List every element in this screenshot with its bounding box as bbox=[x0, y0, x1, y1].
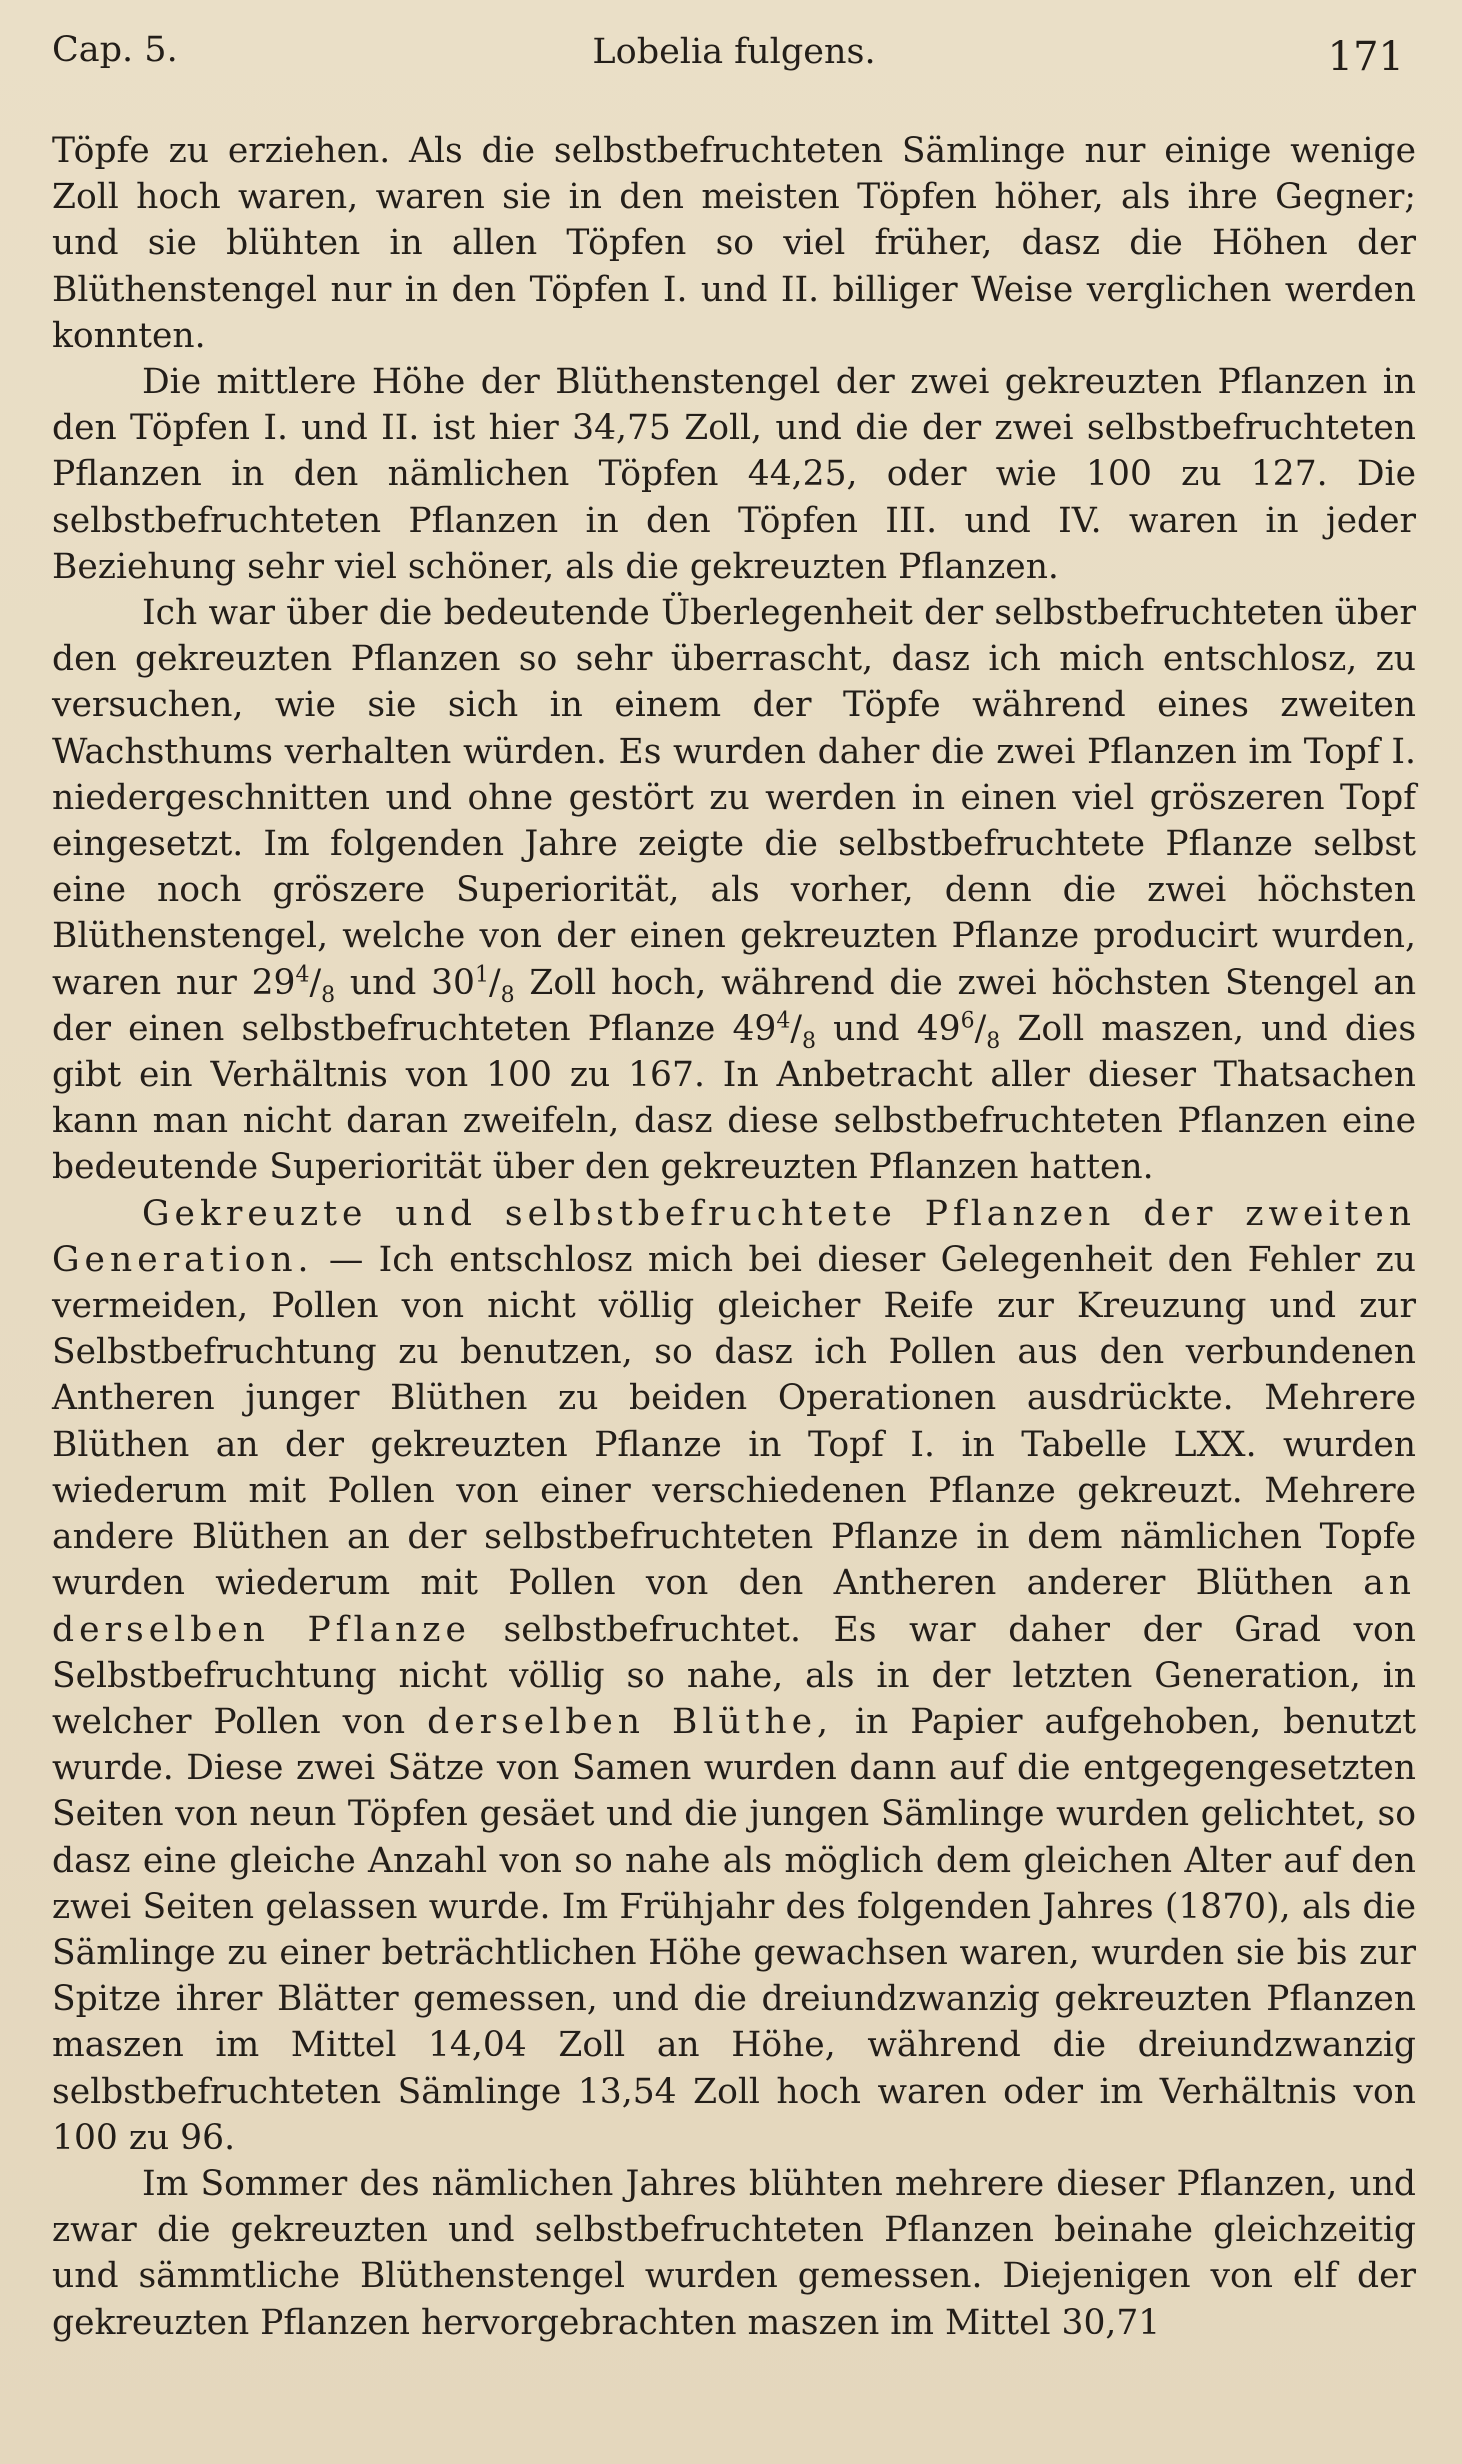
paragraph-second-growth: Ich war über die bedeutende Überlegenheit der selbstbefruchteten über den gekreuzten Pflanzen so sehr überrascht, dasz ich mich entschlosz, zu versuchen, wie sie sich in einem der Töpfe während eines zweiten Wachsthums verhalten würden. Es wurden daher die zwei Pflanzen im Topf I. niedergeschnitten und ohne gestört zu werden in einen viel gröszeren Topf eingesetzt. Im folgenden Jahre zeigte die selbstbefruchtete Pflanze selbst eine noch gröszere Superiorität, als vorher, denn die zwei höchsten Blüthenstengel, welche von der einen gekreuzten Pflanze producirt wurden, waren nur $29^4/_8$ und $30^1/_8$ Zoll hoch, während die zwei höchsten Stengel an der einen selbstbefruchteten Pflanze $49^4/_8$ und $49^6/_8$ Zoll maszen, und dies gibt ein Verhältnis von 100 zu 167. In Anbetracht aller dieser Thatsachen kann man nicht daran zweifeln, dasz diese selbstbefruchteten Pflanzen eine bedeutende Superiorität über den gekreuzten Pflanzen hatten. bbox=[52, 593, 1417, 1188]
paragraph-continuation: Töpfe zu erziehen. Als die selbstbefruchteten Sämlinge nur einige wenige Zoll hoch waren, waren sie in den meisten Töpfen höher, als ihre Gegner; und sie blühten in allen Töpfen so viel früher, dasz die Höhen der Blüthenstengel nur in den Töpfen I. und II. billiger Weise verglichen werden konnten. bbox=[52, 131, 1416, 356]
fraction-value: $30^1/_8$ bbox=[431, 962, 515, 1008]
emphasis-text: derselben Blüthe, bbox=[427, 1701, 834, 1742]
section-heading: Gekreuzte und selbstbefruchtete Pflanzen der zweiten Generation. bbox=[52, 1193, 1416, 1280]
fraction-value: $29^4/_8$ bbox=[251, 962, 336, 1008]
body-text bbox=[52, 128, 1416, 2346]
paragraph-second-generation: Gekreuzte und selbstbefruchtete Pflanzen der zweiten Generation. — Ich entschlosz mich bei dieser Gelegenheit den Fehler zu vermeiden, Pollen von nicht völlig gleicher Reife zur Kreuzung und zur Selbstbefruchtung zu benutzen, so dasz ich Pollen aus den verbundenen Antheren junger Blüthen zu beiden Operationen ausdrückte. Mehrere Blüthen an der gekreuzten Pflanze in Topf I. in Tabelle LXX. wurden wiederum mit Pollen von einer verschiedenen Pflanze gekreuzt. Mehrere andere Blüthen an der selbstbefruchteten Pflanze in dem nämlichen Topfe wurden wiederum mit Pollen von den Antheren anderer Blüthen an derselben Pflanze selbstbefruchtet. Es war daher der Grad von Selbstbefruchtung nicht völlig so nahe, als in der letzten Generation, in welcher Pollen von derselben Blüthe, in Papier aufgehoben, benutzt wurde. Diese zwei Sätze von Samen wurden dann auf die entgegengesetzten Seiten von neun Töpfen gesäet und die jungen Sämlinge wurden gelichtet, so dasz eine gleiche Anzahl von so nahe als möglich dem gleichen Alter auf den zwei Seiten gelassen wurde. Im Frühjahr des folgenden Jahres (1870), als die Sämlinge zu einer beträchtlichen Höhe gewachsen waren, wurden sie bis zur Spitze ihrer Blätter gemessen, und die dreiundzwanzig gekreuzten Pflanzen maszen im Mittel 14,04 Zoll an Höhe, während die dreiundzwanzig selbstbefruchteten Sämlinge 13,54 Zoll hoch waren oder im Verhältnis von 100 zu 96. bbox=[52, 1193, 1416, 2158]
chapter-label: Cap. 5. bbox=[52, 30, 178, 70]
emphasis-text: an derselben Pflanze bbox=[52, 1563, 1416, 1650]
running-title: Lobelia fulgens. bbox=[592, 32, 876, 72]
fraction-value: $49^4/_8$ bbox=[732, 1008, 816, 1054]
page-number: 171 bbox=[1327, 34, 1404, 80]
fraction-value: $49^6/_8$ bbox=[916, 1008, 1001, 1054]
paragraph-summer: Im Sommer des nämlichen Jahres blühten mehrere dieser Pflanzen, und zwar die gekreuzten und selbstbefruchteten Pflanzen beinahe gleichzeitig und sämmtliche Blüthenstengel wurden gemessen. Diejenigen von elf der gekreuzten Pflanzen hervorgebrachten maszen im Mittel 30,71 bbox=[52, 2163, 1416, 2343]
paragraph-text: Ich war über die bedeutende Überlegenheit der selbstbefruchteten über den gekreuzten Pflanzen so sehr überrascht, dasz ich mich entschlosz, zu versuchen, wie sie sich in einem der Töpfe während eines zweiten Wachsthums verhalten würden. Es wurden daher die zwei Pflanzen im Topf I. niedergeschnitten und ohne gestört zu werden in einen viel gröszeren Topf eingesetzt. Im folgenden Jahre zeigte die selbstbefruchtete Pflanze selbst eine noch gröszere Superiorität, als vorher, denn die zwei höchsten Blüthenstengel, welche von der einen gekreuzten Pflanze producirt wurden, waren nur bbox=[52, 593, 1416, 1003]
paragraph-mean-heights: Die mittlere Höhe der Blüthenstengel der zwei gekreuzten Pflanzen in den Töpfen I. und II. ist hier 34,75 Zoll, und die der zwei selbstbefruchteten Pflanzen in den nämlichen Töpfen 44,25, oder wie 100 zu 127. Die selbstbefruchteten Pflanzen in den Töpfen III. und IV. waren in jeder Beziehung sehr viel schöner, als die gekreuzten Pflanzen. bbox=[52, 362, 1416, 587]
running-header bbox=[52, 22, 1416, 84]
